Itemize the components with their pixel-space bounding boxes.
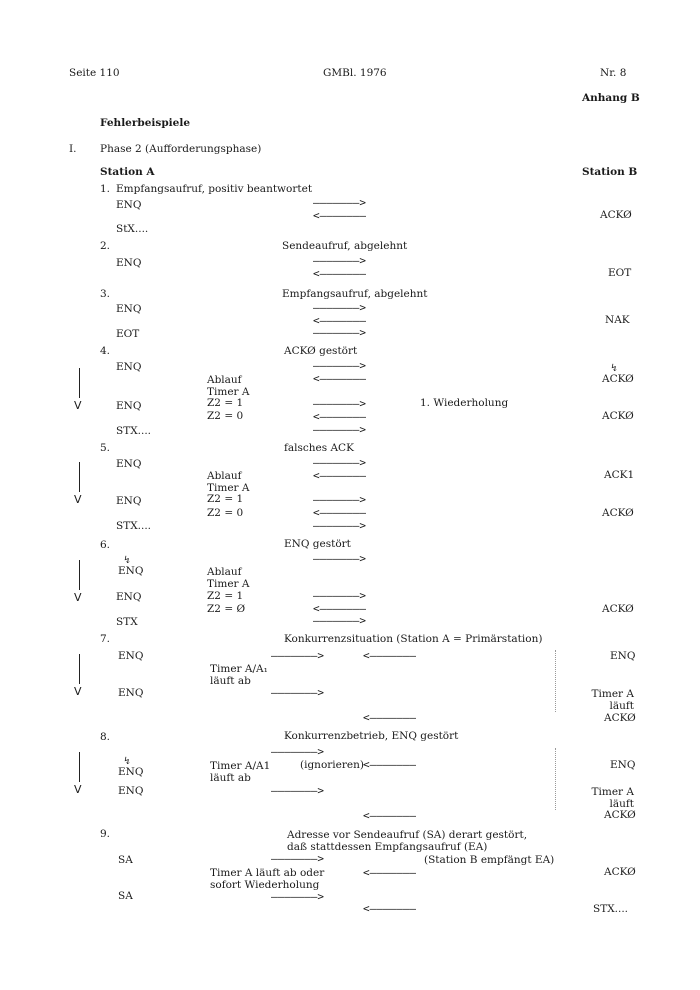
timer-note: Timer A/A1 läuft ab <box>210 760 271 785</box>
timeline-line <box>79 654 80 684</box>
arrow-right: ———————> <box>313 196 366 209</box>
signal-b: ACKØ <box>602 507 634 519</box>
counter: Z2 = 1 <box>207 493 244 505</box>
arrow-right: ———————> <box>313 552 366 565</box>
section-title: Fehlerbeispiele <box>100 117 190 129</box>
signal-b: ACKØ <box>602 373 634 385</box>
case-number: 6. <box>100 539 111 551</box>
case-number: 1. <box>100 183 111 195</box>
timeline <box>74 560 86 606</box>
receive-note: (Station B empfängt EA) <box>424 854 555 866</box>
arrow-left: <——————— <box>313 506 366 519</box>
case-number: 4. <box>100 345 111 357</box>
timer-note: Ablauf Timer A <box>207 566 250 591</box>
signal-a: ENQ <box>116 591 142 603</box>
signal-a: SA <box>118 854 133 866</box>
signal-a: SA <box>118 890 133 902</box>
issue-number: Nr. 8 <box>600 67 627 79</box>
signal-b: ACKØ <box>600 209 632 221</box>
journal-title: GMBl. 1976 <box>323 67 387 79</box>
signal-a: ENQ <box>116 495 142 507</box>
timeline <box>74 462 86 508</box>
signal-b: ACKØ <box>602 603 634 615</box>
arrow-right: ———————> <box>313 614 366 627</box>
case-number: 8. <box>100 731 111 743</box>
signal-a: ENQ <box>116 458 142 470</box>
part-title: Phase 2 (Aufforderungsphase) <box>100 143 262 155</box>
appendix-label: Anhang B <box>582 92 640 104</box>
arrow-right: ———————> <box>313 456 366 469</box>
arrow-right: ———————> <box>313 301 366 314</box>
signal-a: ENQ <box>116 361 142 373</box>
timeline <box>74 368 86 414</box>
timeline <box>74 752 86 798</box>
arrow-right: ———————> <box>271 890 324 903</box>
arrow-left: <——————— <box>363 866 416 879</box>
case-title: Empfangsaufruf, positiv beantwortet <box>116 183 313 195</box>
timer-note: Timer A läuft ab oder sofort Wiederholung <box>210 867 325 892</box>
case-title: ENQ gestört <box>284 538 351 550</box>
arrow-left: <——————— <box>363 902 416 915</box>
counter: Z2 = 0 <box>207 507 244 519</box>
case-number: 7. <box>100 633 111 645</box>
signal-a: ENQ <box>116 199 142 211</box>
station-b-heading: Station B <box>582 166 638 178</box>
case-number: 3. <box>100 288 111 300</box>
timeline-end: V <box>74 591 82 604</box>
arrow-right: ———————> <box>271 649 324 662</box>
signal-b-timer: Timer A läuft <box>591 688 634 713</box>
divider <box>555 650 556 712</box>
signal-b-disturbed <box>602 363 700 385</box>
signal-a: ENQ <box>116 303 142 315</box>
arrow-right: ———————> <box>271 852 324 865</box>
case-title: ACKØ gestört <box>284 345 358 357</box>
arrow-right: ———————> <box>313 359 366 372</box>
timer-note: Ablauf Timer A <box>207 374 250 399</box>
case-title: Adresse vor Sendeaufruf (SA) derart gestört, daß stattdessen Empfangsaufruf (EA) <box>287 829 528 854</box>
case-title: Konkurrenzbetrieb, ENQ gestört <box>284 730 459 742</box>
timeline-end: V <box>74 399 82 412</box>
signal-b: ACK1 <box>604 469 635 481</box>
counter: Z2 = Ø <box>207 603 246 615</box>
arrow-left: <——————— <box>363 758 416 771</box>
arrow-left: <——————— <box>313 267 366 280</box>
signal-a: ENQ <box>118 766 144 778</box>
signal-b: ENQ <box>610 650 636 662</box>
signal-b: NAK <box>605 314 630 326</box>
arrow-left: <——————— <box>313 469 366 482</box>
divider <box>555 748 556 810</box>
timeline-line <box>79 560 80 590</box>
case-title: Konkurrenzsituation (Station A = Primärstation) <box>284 633 543 645</box>
arrow-right: ———————> <box>313 493 366 506</box>
signal-a: ENQ <box>118 650 144 662</box>
timeline-line <box>79 368 80 398</box>
timer-note: Timer A/A₁ läuft ab <box>210 663 268 688</box>
part-numeral: I. <box>69 143 77 155</box>
timeline <box>74 654 86 700</box>
arrow-left: <——————— <box>313 314 366 327</box>
page-number: Seite 110 <box>69 67 120 79</box>
signal-a: StX.... <box>116 223 149 235</box>
signal-a: EOT <box>116 328 140 340</box>
counter: Z2 = 0 <box>207 410 244 422</box>
case-title: Sendeaufruf, abgelehnt <box>282 240 408 252</box>
timeline-end: V <box>74 783 82 796</box>
arrow-left: <——————— <box>313 209 366 222</box>
timeline-end: V <box>74 685 82 698</box>
timeline-line <box>79 462 80 492</box>
arrow-right: ———————> <box>313 254 366 267</box>
arrow-left: <——————— <box>313 602 366 615</box>
signal-a: ENQ <box>118 564 144 577</box>
arrow-right: ———————> <box>313 397 366 410</box>
arrow-left: <——————— <box>363 649 416 662</box>
signal-b: STX.... <box>593 903 629 915</box>
arrow-right: ———————> <box>313 519 366 532</box>
arrow-right: ———————> <box>271 745 324 758</box>
signal-b: ACKØ <box>604 809 636 821</box>
retry-note: 1. Wiederholung <box>420 397 509 409</box>
case-number: 9. <box>100 828 111 840</box>
signal-a: ENQ <box>116 400 142 412</box>
signal-a: STX.... <box>116 520 152 532</box>
arrow-right: ———————> <box>313 326 366 339</box>
arrow-right: ———————> <box>313 423 366 436</box>
case-number: 5. <box>100 442 111 454</box>
arrow-left: <——————— <box>313 410 366 423</box>
signal-a: ENQ <box>116 257 142 269</box>
counter: Z2 = 1 <box>207 590 244 602</box>
signal-b: ENQ <box>610 759 636 771</box>
signal-b: ACKØ <box>602 410 634 422</box>
counter: Z2 = 1 <box>207 397 244 409</box>
arrow-left: <——————— <box>363 711 416 724</box>
case-title: falsches ACK <box>284 442 354 454</box>
station-a-heading: Station A <box>100 166 155 178</box>
arrow-right: ———————> <box>271 686 324 699</box>
timeline-line <box>79 752 80 782</box>
arrow-left: <——————— <box>313 372 366 385</box>
signal-b-timer: Timer A läuft <box>591 786 634 811</box>
lightning-icon: ↯ <box>610 363 619 374</box>
arrow-left: <——————— <box>363 809 416 822</box>
lightning-icon: ↯ <box>123 554 132 566</box>
signal-a: STX.... <box>116 425 152 437</box>
timeline-end: V <box>74 493 82 506</box>
timer-note: Ablauf Timer A <box>207 470 250 495</box>
arrow-right: ———————> <box>313 589 366 602</box>
arrow-right: ———————> <box>271 784 324 797</box>
signal-a: ENQ <box>118 687 144 699</box>
signal-b: ACKØ <box>604 866 636 878</box>
lightning-icon: ↯ <box>123 756 132 767</box>
signal-a-disturbed <box>118 554 700 577</box>
ignored-note: (ignorieren) <box>300 759 364 771</box>
case-number: 2. <box>100 240 111 252</box>
signal-a: STX <box>116 616 138 628</box>
signal-b: ACKØ <box>604 712 636 724</box>
case-title: Empfangsaufruf, abgelehnt <box>282 288 428 300</box>
signal-b: EOT <box>608 267 632 279</box>
signal-a: ENQ <box>118 785 144 797</box>
